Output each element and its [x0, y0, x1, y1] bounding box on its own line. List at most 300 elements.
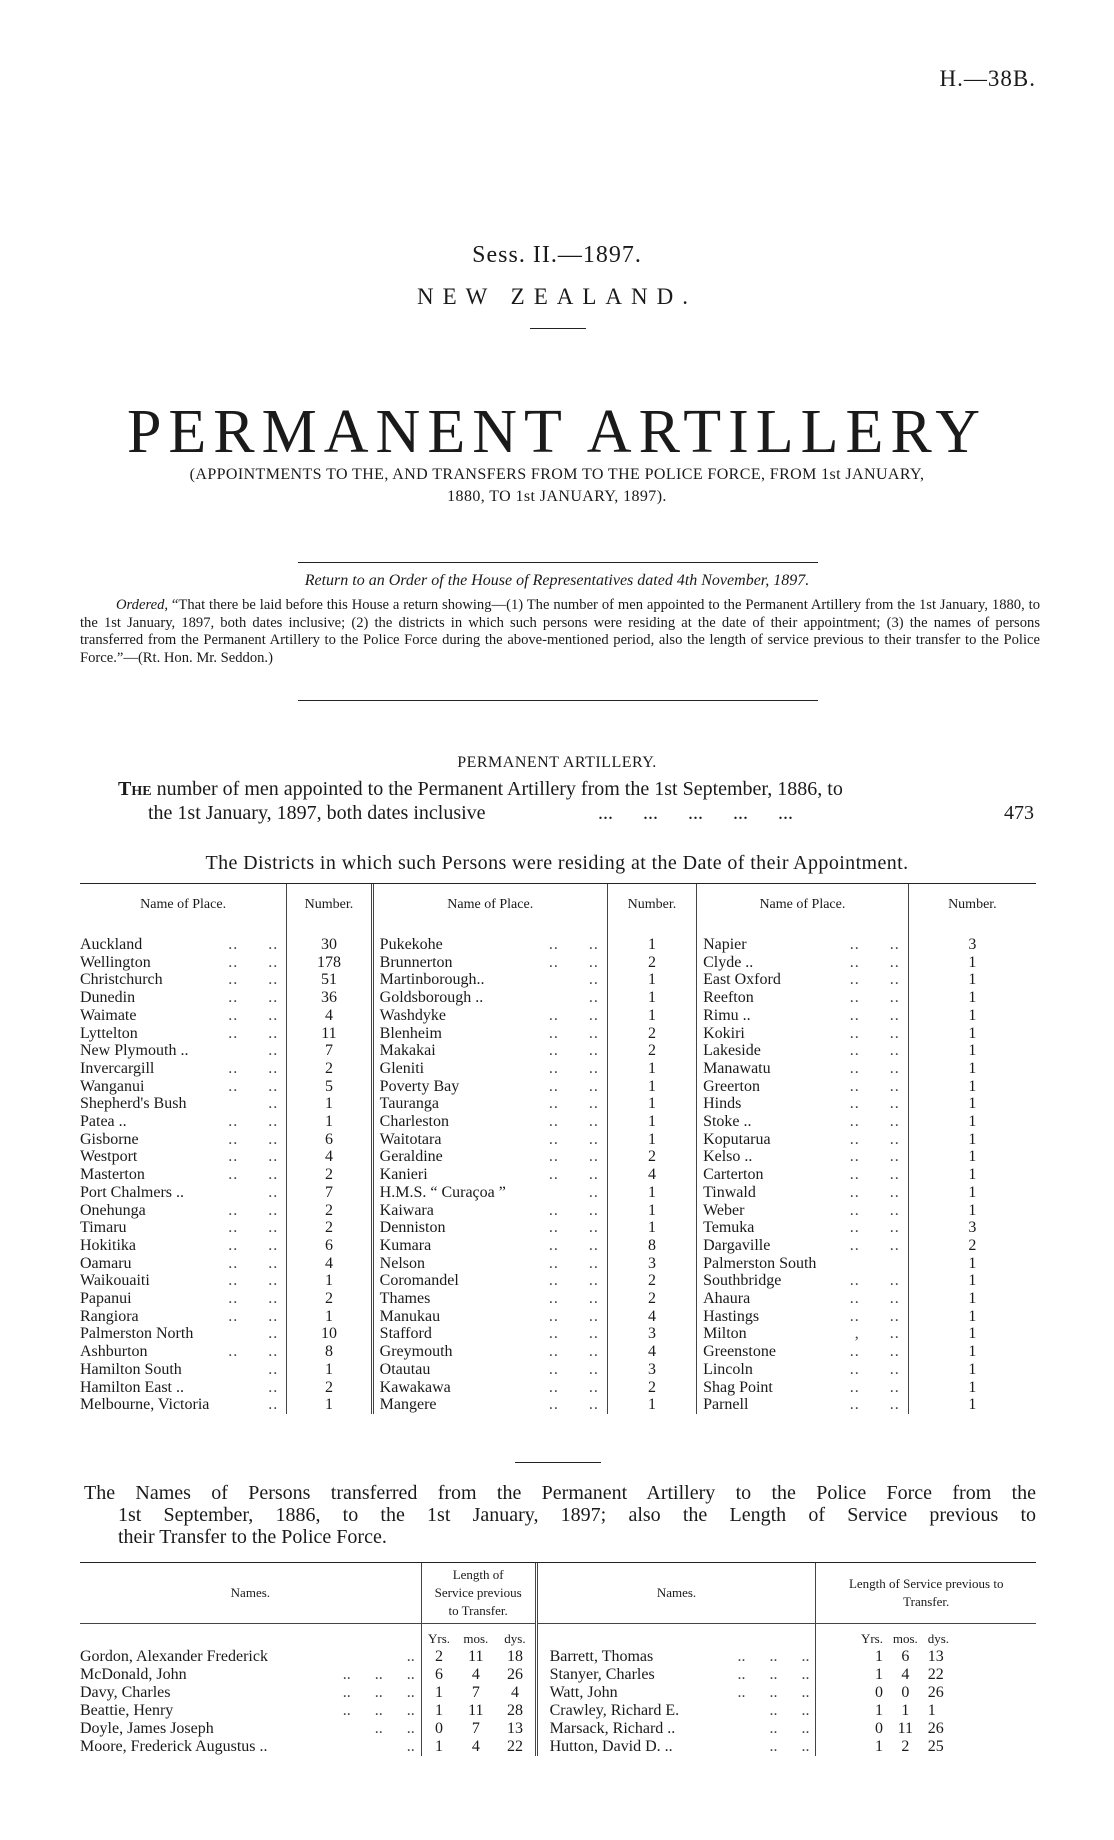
place-name: Hamilton East .. — [80, 1378, 184, 1396]
service-months: 7 — [471, 1720, 480, 1737]
place-count: 1 — [607, 1007, 696, 1025]
place-name: Waitotara — [379, 1130, 442, 1148]
districts-header-row — [80, 884, 1036, 926]
service-years: 1 — [875, 1648, 883, 1665]
place-name: Otautau — [379, 1360, 431, 1378]
place-count: 1 — [607, 1131, 696, 1149]
place-name: Kumara — [379, 1236, 432, 1254]
place-name: Manawatu — [703, 1059, 771, 1077]
service-months: 4 — [901, 1666, 910, 1683]
person-name: Beattie, Henry — [80, 1702, 174, 1719]
place-name: Tauranga — [379, 1095, 439, 1113]
place-count: 1 — [968, 971, 977, 989]
dot-leader: .. .. — [816, 1166, 908, 1184]
dot-leader: .. .. — [704, 1702, 816, 1720]
dot-leader: .. — [343, 1738, 422, 1756]
place-count: 1 — [968, 1059, 977, 1077]
place-count: 1 — [968, 1077, 977, 1095]
dot-leader: .. .. — [506, 1325, 607, 1343]
dot-leader: .. .. — [704, 1720, 816, 1738]
dot-leader: .. .. — [506, 1308, 607, 1326]
dot-leader: .. .. — [506, 1095, 607, 1113]
dot-leader: .. — [209, 1325, 286, 1343]
place-name: Dargaville — [703, 1236, 771, 1254]
dot-leader: .. .. — [506, 1255, 607, 1273]
place-name: Gisborne — [80, 1130, 139, 1148]
dot-leader: .. .. — [209, 1308, 286, 1326]
district-row — [80, 1148, 1036, 1166]
dot-leader: .. .. — [209, 1166, 286, 1184]
place-name: Westport — [80, 1148, 138, 1166]
place-name: Nelson — [379, 1254, 425, 1272]
place-name: Lakeside — [703, 1042, 761, 1060]
dot-leader: .. .. — [704, 1738, 816, 1756]
appointed-total: 473 — [1004, 802, 1034, 824]
place-name: Martinborough.. — [379, 971, 485, 989]
appointed-count-paragraph — [118, 777, 998, 801]
place-count: 1 — [607, 1060, 696, 1078]
place-count: 1 — [968, 1272, 977, 1290]
intro-leaders: ... ... ... ... ... — [598, 802, 793, 824]
place-count: 1 — [287, 1272, 372, 1290]
col-header-names: Names. — [536, 1563, 816, 1623]
place-name: H.M.S. “ Curaçoa ” — [379, 1183, 506, 1201]
district-row — [80, 1325, 1036, 1343]
place-count: 2 — [287, 1166, 372, 1184]
place-name: Carterton — [703, 1166, 764, 1184]
place-count: 1 — [607, 989, 696, 1007]
place-name: Lyttelton — [80, 1024, 138, 1042]
person-name: Crawley, Richard E. — [549, 1702, 680, 1719]
place-name: Waimate — [80, 1006, 137, 1024]
place-count: 1 — [607, 971, 696, 989]
dot-leader: .. .. — [506, 1202, 607, 1220]
service-years: 6 — [435, 1666, 444, 1683]
place-count: 1 — [607, 936, 696, 954]
subtitle-line-2: 1880, TO 1st JANUARY, 1897). — [447, 488, 667, 505]
place-name: Reefton — [703, 989, 754, 1007]
place-count: 1 — [607, 1219, 696, 1237]
service-months: 7 — [471, 1684, 480, 1701]
transfers-heading-line-1: The Names of Persons transferred from the Permanent Artillery to the Police Force from the — [84, 1482, 1036, 1504]
dot-leader: .. .. — [209, 971, 286, 989]
place-name: Ashburton — [80, 1343, 148, 1361]
place-name: Waikouaiti — [80, 1272, 150, 1290]
unit-months: mos. — [892, 1631, 918, 1646]
place-name: Auckland — [80, 936, 143, 953]
place-count: 1 — [287, 1308, 372, 1326]
dot-leader: .. .. .. — [704, 1684, 816, 1702]
place-count: 1 — [607, 1078, 696, 1096]
place-count: 3 — [607, 1325, 696, 1343]
place-count: 6 — [287, 1131, 372, 1149]
person-name: Watt, John — [549, 1684, 618, 1701]
place-name: Dunedin — [80, 989, 136, 1007]
place-name: Manukau — [379, 1307, 441, 1325]
place-count: 7 — [287, 1042, 372, 1060]
place-name: Patea .. — [80, 1113, 127, 1131]
place-count: 1 — [607, 1095, 696, 1113]
transfers-header-row — [80, 1563, 1036, 1623]
dot-leader: .. — [209, 1042, 286, 1060]
document-title: PERMANENT ARTILLERY — [126, 398, 988, 466]
dot-leader: .. — [343, 1648, 422, 1666]
place-name: Charleston — [379, 1113, 449, 1131]
place-count: 1 — [968, 1042, 977, 1060]
dot-leader: .. .. — [816, 1290, 908, 1308]
place-count: 1 — [968, 1183, 977, 1201]
place-name: Shag Point — [703, 1378, 773, 1396]
place-count: 51 — [287, 971, 372, 989]
place-name: Onehunga — [80, 1201, 146, 1219]
district-row — [80, 1025, 1036, 1043]
col-header-length: Length of Service previous to Transfer. — [421, 1563, 536, 1623]
district-row — [80, 1219, 1036, 1237]
person-name: Doyle, James Joseph — [80, 1720, 214, 1737]
person-name: Gordon, Alexander Frederick — [80, 1648, 268, 1665]
dot-leader: .. .. — [209, 1007, 286, 1025]
place-name: New Plymouth .. — [80, 1042, 189, 1060]
service-days: 22 — [927, 1666, 944, 1683]
place-name: Pukekohe — [379, 936, 443, 953]
place-name: Washdyke — [379, 1006, 446, 1024]
order-body: “That there be laid before this House a return showing—(1) The number of men appointed to the Permanent Artillery from the 1st January, 1880, to the 1st January, 1897, both dates inclusive; (2) the districts in which such persons were residing at the date of their appointment; (3) the names of persons transferred from the Permanent Artillery to the Police Force during the above-mentioned period, also the length of service previous to their transfer to the Police Force.”—(Rt. Hon. Mr. Seddon.) — [80, 597, 1040, 666]
service-years: 0 — [875, 1684, 883, 1701]
transfer-row — [80, 1684, 1036, 1702]
dot-leader: .. .. — [816, 1396, 908, 1414]
intro-line-1: number of men appointed to the Permanent Artillery from the 1st September, 1886, to — [156, 778, 843, 800]
place-count: 1 — [968, 1148, 977, 1166]
place-count: 8 — [607, 1237, 696, 1255]
dot-leader: .. .. — [209, 1113, 286, 1131]
place-count: 2 — [607, 1025, 696, 1043]
service-years: 0 — [875, 1720, 883, 1737]
transfer-row — [80, 1702, 1036, 1720]
dot-leader: .. .. .. — [704, 1666, 816, 1684]
order-text — [80, 597, 1040, 667]
place-count: 3 — [607, 1255, 696, 1273]
place-name: Kelso .. — [703, 1148, 753, 1166]
service-years: 2 — [435, 1648, 444, 1665]
service-months: 2 — [901, 1738, 910, 1755]
dot-leader: .. — [209, 1396, 286, 1414]
dot-leader: .. — [506, 971, 607, 989]
place-name: Kanieri — [379, 1166, 428, 1184]
place-count: 1 — [968, 1130, 977, 1148]
dot-leader: .. .. — [816, 971, 908, 989]
place-name: Greenstone — [703, 1343, 776, 1361]
session-line: Sess. II.—1897. — [472, 242, 642, 268]
place-name: Clyde .. — [703, 953, 754, 971]
service-months: 6 — [901, 1648, 910, 1665]
col-header-number: Number. — [948, 897, 997, 913]
section-heading: PERMANENT ARTILLERY. — [457, 754, 657, 771]
place-count: 2 — [287, 1379, 372, 1397]
col-header-number: Number. — [607, 884, 696, 926]
dot-leader: .. .. — [816, 1113, 908, 1131]
district-row — [80, 1095, 1036, 1113]
place-count: 2 — [287, 1219, 372, 1237]
dot-leader: .. .. .. — [704, 1648, 816, 1666]
place-count: 30 — [287, 936, 372, 954]
place-count: 2 — [607, 1272, 696, 1290]
dot-leader: .. .. — [816, 1202, 908, 1220]
place-name: Greerton — [703, 1077, 760, 1095]
person-name: McDonald, John — [80, 1666, 187, 1683]
place-count: 2 — [607, 1148, 696, 1166]
district-row — [80, 1060, 1036, 1078]
dot-leader: .. .. — [816, 1095, 908, 1113]
place-count: 1 — [968, 1360, 977, 1378]
col-header-length: Length of Service previous to Transfer. — [848, 1575, 1004, 1609]
rule-below-order — [298, 700, 818, 701]
document-reference: H.—38B. — [939, 66, 1036, 91]
place-name: Kaiwara — [379, 1201, 434, 1219]
place-name: Oamaru — [80, 1254, 132, 1272]
col-header-names: Names. — [80, 1563, 421, 1623]
dot-leader: .. .. — [816, 1272, 908, 1290]
service-years: 1 — [435, 1684, 444, 1701]
place-name: Denniston — [379, 1219, 446, 1237]
dot-leader: .. — [506, 1184, 607, 1202]
dot-leader: .. .. — [816, 1379, 908, 1397]
place-name: Wellington — [80, 953, 151, 971]
dot-leader: .. .. — [506, 1343, 607, 1361]
district-row — [80, 1290, 1036, 1308]
place-count: 1 — [968, 1166, 977, 1184]
dot-leader: .. .. — [816, 1219, 908, 1237]
dot-leader: .. .. — [506, 1272, 607, 1290]
person-name: Moore, Frederick Augustus .. — [80, 1738, 268, 1755]
service-days: 22 — [495, 1738, 536, 1756]
place-count: 2 — [607, 1379, 696, 1397]
dot-leader: .. .. — [209, 1290, 286, 1308]
transfers-heading-line-2: 1st September, 1886, to the 1st January, 1897; also the Length of Service previous to — [118, 1504, 1036, 1526]
unit-years: Yrs. — [860, 1631, 883, 1646]
dot-leader: .. .. — [209, 936, 286, 954]
place-name: Geraldine — [379, 1148, 443, 1166]
place-count: 1 — [968, 1095, 977, 1113]
dot-leader: .. .. — [506, 1361, 607, 1379]
transfers-heading-line-3: their Transfer to the Police Force. — [118, 1526, 387, 1548]
unit-years: Yrs. — [428, 1631, 451, 1646]
place-name: Poverty Bay — [379, 1077, 460, 1095]
place-count: 1 — [968, 953, 977, 971]
short-rule — [515, 1462, 601, 1463]
dot-leader: .. .. .. — [343, 1666, 422, 1684]
district-row — [80, 1255, 1036, 1273]
dot-leader: .. .. — [506, 1290, 607, 1308]
dot-leader: .. — [209, 1361, 286, 1379]
place-count: 1 — [287, 1396, 372, 1414]
intro-line-2: the 1st January, 1897, both dates inclusive — [148, 802, 486, 824]
place-count: 4 — [287, 1148, 372, 1166]
service-days: 13 — [495, 1720, 536, 1738]
dot-leader: .. .. — [506, 1166, 607, 1184]
district-row — [80, 1202, 1036, 1220]
service-years: 1 — [435, 1702, 444, 1719]
place-name: Hamilton South — [80, 1360, 182, 1378]
short-rule — [530, 328, 586, 329]
dot-leader: .. .. — [506, 1025, 607, 1043]
service-months: 1 — [901, 1702, 910, 1719]
place-count: 4 — [607, 1308, 696, 1326]
district-row — [80, 1396, 1036, 1414]
place-name: Palmerston South — [703, 1254, 817, 1272]
place-count: 1 — [968, 1024, 977, 1042]
place-count: 1 — [968, 989, 977, 1007]
place-name: Stafford — [379, 1325, 432, 1343]
place-name: Papanui — [80, 1290, 132, 1308]
dot-leader: .. .. — [816, 1343, 908, 1361]
dot-leader: .. .. — [209, 1202, 286, 1220]
dot-leader: .. — [506, 989, 607, 1007]
dot-leader: .. .. — [506, 1379, 607, 1397]
place-count: 6 — [287, 1237, 372, 1255]
place-name: Thames — [379, 1290, 431, 1308]
service-months: 11 — [468, 1702, 484, 1719]
district-row — [80, 1272, 1036, 1290]
place-count: 1 — [968, 1325, 977, 1343]
intro-first-word: The — [118, 778, 152, 800]
person-name: Barrett, Thomas — [549, 1648, 654, 1665]
district-row — [80, 1361, 1036, 1379]
order-ordered-word: Ordered, — [116, 597, 169, 613]
place-count: 1 — [968, 1343, 977, 1361]
place-count: 3 — [968, 1219, 977, 1237]
transfer-row — [80, 1648, 1036, 1666]
place-count: 2 — [287, 1202, 372, 1220]
place-count: 5 — [287, 1078, 372, 1096]
place-name: Gleniti — [379, 1059, 425, 1077]
unit-months: mos. — [463, 1631, 489, 1646]
place-count: 1 — [287, 1095, 372, 1113]
dot-leader: .. .. — [816, 1078, 908, 1096]
dot-leader: .. .. — [816, 1007, 908, 1025]
dot-leader: .. — [209, 1184, 286, 1202]
dot-leader: .. .. — [209, 1131, 286, 1149]
district-row — [80, 1166, 1036, 1184]
dot-leader: .. .. — [816, 1025, 908, 1043]
service-months: 11 — [468, 1648, 484, 1665]
place-count: 36 — [287, 989, 372, 1007]
person-name: Hutton, David D. .. — [549, 1738, 673, 1755]
units-row — [80, 1624, 1036, 1648]
service-days: 13 — [927, 1648, 944, 1665]
dot-leader: .. .. — [816, 1308, 908, 1326]
district-row — [80, 936, 1036, 954]
dot-leader: .. .. — [506, 1042, 607, 1060]
place-name: Mangere — [379, 1396, 437, 1414]
place-count: 2 — [287, 1290, 372, 1308]
service-years: 1 — [875, 1702, 883, 1719]
district-row — [80, 1007, 1036, 1025]
district-row — [80, 1343, 1036, 1361]
district-row — [80, 954, 1036, 972]
place-count: 1 — [287, 1113, 372, 1131]
place-count: 178 — [287, 954, 372, 972]
districts-table — [80, 884, 1036, 1414]
place-count: 1 — [607, 1184, 696, 1202]
dot-leader: .. .. — [209, 1237, 286, 1255]
dot-leader: .. — [209, 1095, 286, 1113]
dot-leader: .. .. — [816, 1184, 908, 1202]
subtitle-line-1: (APPOINTMENTS TO THE, AND TRANSFERS FROM TO THE POLICE FORCE, FROM 1st JANUARY, — [189, 466, 925, 483]
transfer-row — [80, 1738, 1036, 1756]
place-name: Koputarua — [703, 1130, 771, 1148]
place-name: Stoke .. — [703, 1113, 752, 1131]
place-name: Lincoln — [703, 1360, 753, 1378]
place-count: 2 — [607, 1290, 696, 1308]
unit-days: dys. — [927, 1631, 949, 1646]
person-name: Stanyer, Charles — [549, 1666, 655, 1683]
service-days: 25 — [927, 1738, 944, 1755]
place-name: Palmerston North — [80, 1325, 194, 1343]
place-count: 1 — [968, 1378, 977, 1396]
unit-days: dys. — [495, 1624, 536, 1648]
place-name: Rangiora — [80, 1307, 139, 1325]
place-name: Ahaura — [703, 1290, 751, 1308]
dot-leader: .. .. — [506, 1113, 607, 1131]
place-name: Brunnerton — [379, 953, 453, 971]
place-name: Parnell — [703, 1396, 749, 1414]
rule-above-order — [298, 562, 818, 563]
dot-leader: .. .. — [816, 1060, 908, 1078]
service-years: 1 — [435, 1738, 444, 1755]
dot-leader: .. .. — [816, 954, 908, 972]
place-count: 1 — [968, 1254, 977, 1272]
place-count: 2 — [607, 954, 696, 972]
place-name: East Oxford — [703, 971, 781, 989]
place-name: Goldsborough .. — [379, 989, 484, 1007]
dot-leader: .. .. .. — [343, 1684, 422, 1702]
place-name: Hastings — [703, 1307, 760, 1325]
place-count: 4 — [607, 1343, 696, 1361]
service-months: 4 — [471, 1666, 480, 1683]
service-days: 18 — [495, 1648, 536, 1666]
place-name: Port Chalmers .. — [80, 1183, 184, 1201]
dot-leader: .. .. — [209, 1078, 286, 1096]
transfers-table — [80, 1563, 1036, 1756]
place-count: 1 — [607, 1396, 696, 1414]
dot-leader: .. .. — [816, 1131, 908, 1149]
service-months: 11 — [897, 1720, 914, 1737]
dot-leader — [816, 1255, 908, 1273]
dot-leader: .. .. — [209, 989, 286, 1007]
place-count: 2 — [287, 1060, 372, 1078]
dot-leader: .. .. — [209, 1025, 286, 1043]
dot-leader: .. .. — [816, 936, 908, 954]
district-row — [80, 1308, 1036, 1326]
dot-leader: .. .. — [209, 1219, 286, 1237]
place-name: Kokiri — [703, 1024, 745, 1042]
district-row — [80, 971, 1036, 989]
order-return-line: Return to an Order of the House of Representatives dated 4th November, 1897. — [304, 572, 810, 589]
district-row — [80, 1042, 1036, 1060]
dot-leader: .. .. — [816, 1042, 908, 1060]
district-row — [80, 1113, 1036, 1131]
place-count: 4 — [287, 1255, 372, 1273]
place-count: 2 — [607, 1042, 696, 1060]
dot-leader: .. .. — [506, 1007, 607, 1025]
dot-leader: .. .. — [343, 1720, 422, 1738]
district-row — [80, 989, 1036, 1007]
place-name: Napier — [703, 936, 747, 953]
place-count: 3 — [607, 1361, 696, 1379]
place-count: 1 — [968, 1307, 977, 1325]
service-days: 1 — [927, 1702, 936, 1719]
dot-leader: .. .. — [506, 1078, 607, 1096]
